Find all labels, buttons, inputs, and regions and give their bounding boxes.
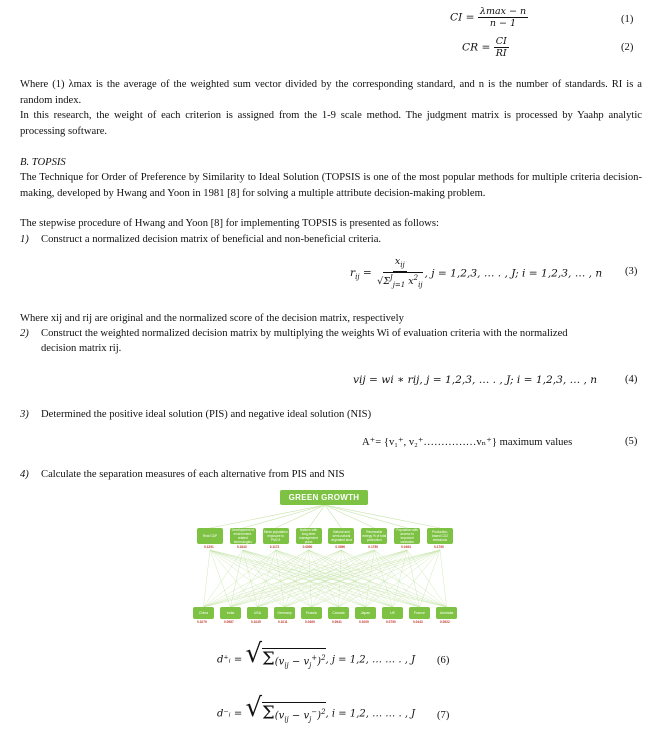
criterion-alternative-link — [210, 550, 447, 607]
equation-number-5: (5) — [625, 436, 638, 447]
equation-pis: A⁺= {v₁⁺, v₂⁺……………vₙ⁺} maximum values — [362, 437, 573, 448]
alternative-box: Canada — [328, 607, 349, 619]
criterion-alternative-link — [276, 550, 420, 607]
equation-separation-positive — [217, 639, 416, 672]
equation-normalized — [350, 256, 602, 291]
alternative-weight: 0.0750 — [386, 620, 396, 624]
criterion-alternative-link — [204, 550, 243, 607]
alternative-box: France — [409, 607, 430, 619]
criterion-weight: 0.1790 — [368, 545, 379, 549]
eq7-radical: $√\Sigma(v_{ij} - v_j^-)^2$ — [245, 702, 325, 726]
goal-criterion-link — [243, 505, 325, 528]
alternative-weight: 0.0941 — [332, 620, 342, 624]
goal-criterion-link — [325, 505, 407, 528]
alternative-weight: 0.0522 — [440, 620, 450, 624]
criterion-box: Population with access to improved sanitation — [394, 528, 420, 544]
paragraph-weights: In this research, the weight of each criterion is assigned from the 1-9 scale method. The judgment matrix is processed by Yaahp analytic processing software. — [20, 110, 642, 137]
alternative-weight: 0.1009 — [359, 620, 369, 624]
cr-fraction — [494, 36, 509, 59]
criterion-weight: 0.0890 — [302, 545, 313, 549]
equation-number-2: (2) — [621, 42, 634, 53]
criterion-box: Mean population exposure to PM2.5 — [263, 530, 288, 542]
ci-numerator: λmax − n — [479, 6, 527, 17]
eq3-fraction — [375, 256, 424, 291]
equation-weighted: vij = wi ∗ rij, j = 1,2,3, … . , J; i = 1,2,3, … , n — [353, 374, 598, 386]
alternative-box: Japan — [355, 607, 376, 619]
criterion-weight: 0.0890 — [335, 545, 346, 549]
step-number-2: 2) — [20, 328, 29, 339]
section-heading-topsis: B. TOPSIS — [20, 157, 66, 168]
criterion-alternative-link — [366, 550, 408, 607]
criterion-alternative-link — [204, 550, 211, 607]
alternative-weight: 0.0987 — [224, 620, 234, 624]
criterion-weight: 0.1843 — [236, 545, 247, 549]
green-growth-hierarchy-diagram — [190, 488, 460, 628]
criterion-weight: 0.1790 — [434, 545, 444, 549]
goal-criterion-link — [210, 505, 325, 528]
criterion-alternative-link — [339, 550, 441, 607]
criterion-box: Development of environment-related technologies — [231, 528, 254, 544]
equation-cr — [462, 36, 509, 59]
step-number-3: 3) — [20, 409, 29, 420]
eq6-lhs: d⁺ᵢ = — [217, 654, 243, 666]
alternative-box: India — [220, 607, 241, 619]
alternative-box: China — [193, 607, 214, 619]
criterion-weight: 0.1291 — [204, 545, 214, 549]
equation-ci — [450, 6, 528, 29]
criterion-alternative-link — [210, 550, 231, 607]
step-number-4: 4) — [20, 469, 29, 480]
ci-fraction — [478, 6, 528, 29]
criterion-box: Real GDP — [197, 528, 223, 544]
alternative-weight: 0.1045 — [251, 620, 261, 624]
eq3-rhs: , j = 1,2,3, … . , J; i = 1,2,3, … , n — [424, 267, 603, 280]
criterion-alternative-link — [231, 550, 243, 607]
eq3-lhs: $r_{ij}$ = — [350, 267, 372, 282]
criterion-alternative-link — [420, 550, 441, 607]
goal-criterion-link — [309, 505, 325, 528]
step-4-text: Calculate the separation measures of each alternative from PIS and NIS — [41, 469, 345, 480]
goal-criterion-link — [325, 505, 440, 528]
paragraph-lambda: Where (1) λmax is the average of the weighted sum vector divided by the corresponding standard, and n is the number of standards. RI is a random index. — [20, 79, 642, 106]
alternative-weight: 0.0443 — [413, 620, 423, 624]
criterion-box: Production-based CO2 emissions — [427, 528, 453, 544]
equation-number-7: (7) — [437, 710, 450, 721]
goal-box: GREEN GROWTH — [280, 490, 368, 505]
criterion-box: Natural and semi-natural vegetated land — [328, 528, 354, 544]
paragraph-topsis: The Technique for Order of Preference by Similarity to Ideal Solution (TOPSIS is one of the most popular methods for multiple criteria decision-making, developed by Hwang and Yoon in 1981 [8] for solving a multiple attribute decision-making problem. — [20, 172, 642, 199]
criterion-box: Renewable energy % of total production — [362, 530, 387, 542]
criterion-alternative-link — [440, 550, 447, 607]
criterion-alternative-link — [210, 550, 312, 607]
eq3-numerator: $x_{ij}$ — [393, 256, 407, 272]
criterion-alternative-link — [309, 550, 312, 607]
eq7-rhs: , i = 1,2, … … . , J — [325, 708, 416, 720]
criterion-weight: 0.1172 — [269, 545, 280, 549]
eq6-rhs: , j = 1,2, … … . , J — [325, 654, 416, 666]
alternative-box: USA — [247, 607, 268, 619]
criterion-alternative-link — [339, 550, 342, 607]
where-xij-text: Where xij and rij are original and the normalized score of the decision matrix, respectively — [20, 313, 404, 324]
criterion-box: Nations with long-term management plans — [296, 528, 322, 544]
criterion-alternative-link — [231, 550, 441, 607]
criterion-alternative-link — [243, 550, 285, 607]
step-1-text: Construct a normalized decision matrix of beneficial and non-beneficial criteria. — [41, 234, 382, 245]
criterion-alternative-link — [231, 550, 375, 607]
equation-number-3: (3) — [625, 266, 638, 277]
step-number-1: 1) — [20, 234, 29, 245]
equation-number-4: (4) — [625, 374, 638, 385]
alternative-box: Australia — [436, 607, 457, 619]
alternative-weight: 0.1079 — [197, 620, 207, 624]
ci-denominator: n − 1 — [489, 18, 517, 29]
criterion-alternative-link — [204, 550, 441, 607]
cr-denominator: RI — [495, 48, 507, 59]
paragraph-procedure: The stepwise procedure of Hwang and Yoon [8] for implementing TOPSIS is presented as follows: — [20, 218, 439, 229]
equation-separation-negative — [217, 693, 416, 726]
equation-number-1: (1) — [621, 14, 634, 25]
eq6-radical: $√\Sigma(v_{ij} - v_j^+)^2$ — [245, 648, 325, 672]
alternative-weight: 0.0469 — [305, 620, 315, 624]
ci-lhs: CI = — [450, 11, 475, 24]
alternative-weight: 0.1011 — [278, 620, 288, 624]
alternative-box: Germany — [274, 607, 295, 619]
step-2-text-a: Construct the weighted normalized decision matrix by multiplying the weights Wi of evaluation criteria with the normalized — [41, 328, 568, 339]
equation-number-6: (6) — [437, 655, 450, 666]
cr-numerator: CI — [495, 36, 507, 47]
criterion-weight: 0.0494 — [401, 545, 411, 549]
alternative-box: Russia — [301, 607, 322, 619]
criterion-alternative-link — [210, 550, 420, 607]
eq7-lhs: d⁻ᵢ = — [217, 708, 243, 720]
alternative-box: UK — [382, 607, 403, 619]
eq3-denominator: $√\Sigma^J_{j=1}$ $x^2_{ij}$ — [377, 273, 423, 289]
step-3-text: Determined the positive ideal solution (PIS) and negative ideal solution (NIS) — [41, 409, 372, 420]
step-2-text-b: decision matrix rij. — [41, 343, 122, 354]
goal-criterion-link — [325, 505, 341, 528]
cr-lhs: CR = — [462, 41, 491, 54]
